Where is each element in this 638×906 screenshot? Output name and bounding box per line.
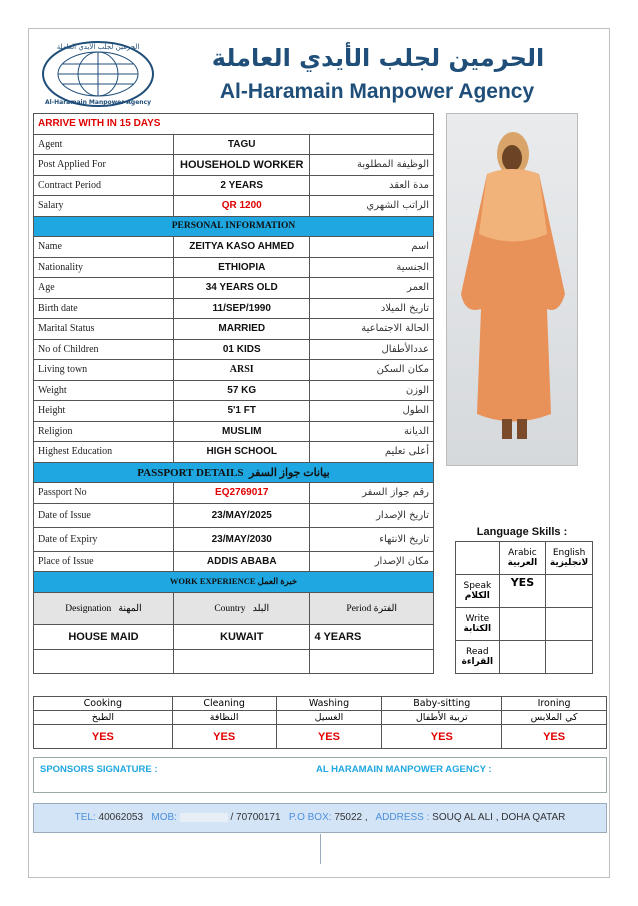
row-value: HOUSEHOLD WORKER [173,155,309,176]
table-row: Place of Issue ADDIS ABABA مكان الإصدار [34,551,434,572]
table-row: Name ZEITYA KASO AHMED اسم [34,237,434,258]
table-row: Religion MUSLIM الديانة [34,421,434,442]
work-experience-row: HOUSE MAID KUWAIT 4 YEARS [34,624,434,649]
work-band-en: WORK EXPERIENCE [169,576,256,587]
table-row: Height 5'1 FT الطول [34,401,434,422]
footer-divider [320,834,321,864]
personal-info-band: PERSONAL INFORMATION [34,216,434,237]
table-row: Living town ARSI مكان السكن [34,360,434,381]
skill-label: Baby-sitting [382,697,502,711]
redacted-block [180,813,228,822]
skill-value: YES [34,725,173,749]
speak-english-value [546,575,593,608]
passport-band-ar: بيانات جواز السفر [249,466,330,479]
skills-table [33,696,607,749]
skill-label: Ironing [502,697,607,711]
skill-value: YES [502,725,607,749]
agency-logo [40,40,156,108]
row-label: Agent [34,134,174,155]
row-label: Post Applied For [34,155,174,176]
row-label: Contract Period [34,175,174,196]
passport-number-value: EQ2769017 [173,483,309,504]
table-row [34,196,434,217]
skill-label-ar: الطبخ [34,711,173,725]
row-value: 2 YEARS [173,175,309,196]
skill-label-ar: النظافة [172,711,276,725]
logo-text-ar: الحرمين لجلب الأيدي العاملة [56,43,140,51]
table-row: Weight 57 KG الوزن [34,380,434,401]
table-row: Marital Status MARRIED الحالة الاجتماعية [34,319,434,340]
work-experience-band [34,572,434,593]
agency-title-ar: الحرمين لجلب الأيدي العاملة [211,44,545,72]
table-row [34,175,434,196]
arrival-notice: ARRIVE WITH IN 15 DAYS [34,114,434,135]
language-skills-title: Language Skills : [476,526,568,538]
table-row: Passport No EQ2769017 رقم جواز السفر [34,483,434,504]
table-row: Highest Education HIGH SCHOOL أعلى تعليم [34,442,434,463]
sponsor-signature-label: SPONSORS SIGNATURE : [40,764,158,775]
agency-title-en: Al-Haramain Manpower Agency [219,80,535,103]
signature-box [33,757,607,793]
work-band-ar: خبرة العمل [257,576,298,587]
skill-label-ar: تربية الأطفال [382,711,502,725]
skill-label: Washing [276,697,382,711]
skill-value: YES [172,725,276,749]
skill-label: Cleaning [172,697,276,711]
table-row: Date of Issue 23/MAY/2025 تاريخ الإصدار [34,503,434,527]
contact-footer: TEL: 40062053 MOB: / 70700171 P.O BOX: 75022 , ADDRESS : SOUQ AL ALI , DOHA QATAR [33,803,607,833]
logo-text-en: Al-Haramain Manpower Agency [44,99,152,106]
row-label-ar: مدة العقد [310,175,434,196]
table-row: Age 34 YEARS OLD العمر [34,278,434,299]
table-row: No of Children 01 KIDS عددالأطفال [34,339,434,360]
applicant-details-table [33,113,434,674]
applicant-photo [446,113,578,466]
skill-value: YES [276,725,382,749]
language-skills-table: Arabic العربية English لانجليزية Speak الكلام YES Write الكتابة Read القراءة [455,541,593,674]
table-row [34,155,434,176]
skill-label-ar: الغسيل [276,711,382,725]
table-row [34,134,434,155]
skill-label-ar: كي الملابس [502,711,607,725]
table-row: Birth date 11/SEP/1990 تاريخ الميلاد [34,298,434,319]
skill-label: Cooking [34,697,173,711]
skill-value: YES [382,725,502,749]
row-label-ar [310,134,434,155]
agency-signature-label: AL HARAMAIN MANPOWER AGENCY : [316,764,492,775]
speak-arabic-value: YES [499,575,546,608]
passport-details-band [34,462,434,483]
passport-band-en: PASSPORT DETAILS [137,466,244,479]
salary-value: QR 1200 [173,196,309,217]
row-label: Salary [34,196,174,217]
row-value: TAGU [173,134,309,155]
work-header-row: Designation المهنة Country البلد Period الفترة [34,592,434,624]
table-row: Date of Expiry 23/MAY/2030 تاريخ الانتهاء [34,527,434,551]
name-value: ZEITYA KASO AHMED [173,237,309,258]
row-label-ar: الوظيفة المطلوبة [310,155,434,176]
table-row: Nationality ETHIOPIA الجنسية [34,257,434,278]
row-label-ar: الراتب الشهري [310,196,434,217]
